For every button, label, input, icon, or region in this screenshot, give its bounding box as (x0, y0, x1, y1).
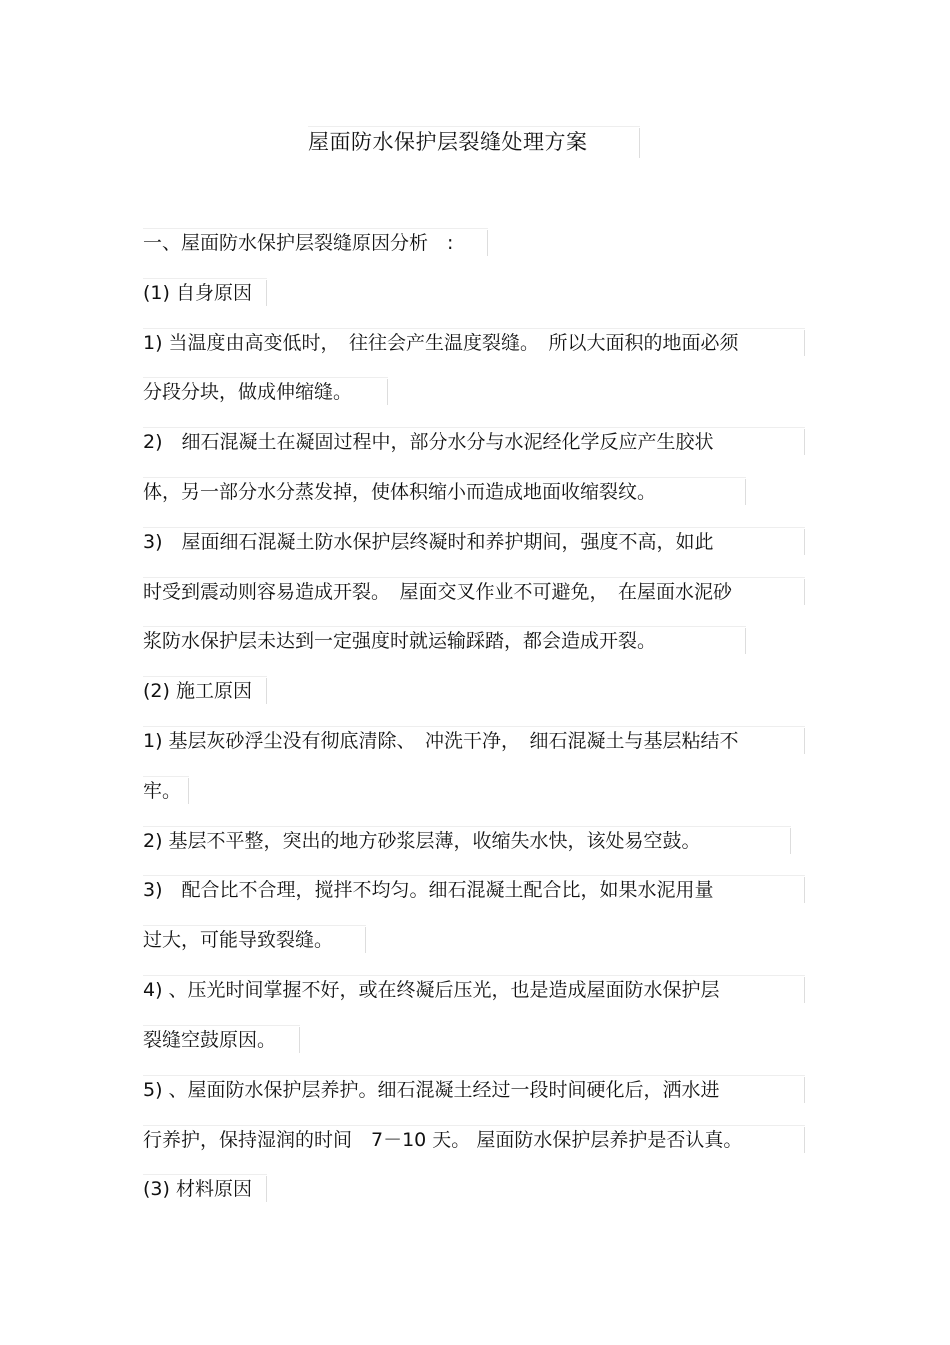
paragraph-line: 5) 、屋面防水保护层养护。细石混凝土经过一段时间硬化后，洒水进 (143, 1075, 805, 1105)
paragraph-line: 2) 基层不平整，突出的地方砂浆层薄，收缩失水快，该处易空鼓。 (143, 826, 791, 856)
subsection-heading-materials: (3) 材料原因 (143, 1174, 267, 1204)
paragraph-line: 体，另一部分水分蒸发掉，使体积缩小而造成地面收缩裂纹。 (143, 477, 746, 507)
paragraph-line: 行养护，保持湿润的时间 7－10 天。 屋面防水保护层养护是否认真。 (143, 1125, 805, 1155)
section-heading-cause-analysis: 一、屋面防水保护层裂缝原因分析 : (143, 228, 488, 258)
paragraph-line: 浆防水保护层未达到一定强度时就运输踩踏，都会造成开裂。 (143, 626, 746, 656)
paragraph-line: 裂缝空鼓原因。 (143, 1025, 300, 1055)
paragraph-line: 时受到震动则容易造成开裂。 屋面交叉作业不可避免， 在屋面水泥砂 (143, 577, 805, 607)
document-title: 屋面防水保护层裂缝处理方案 (308, 126, 640, 160)
paragraph-line: 3) 配合比不合理，搅拌不均匀。细石混凝土配合比，如果水泥用量 (143, 875, 805, 905)
paragraph-line: 牢。 (143, 776, 189, 806)
paragraph-line: 3) 屋面细石混凝土防水保护层终凝时和养护期间，强度不高，如此 (143, 527, 805, 557)
paragraph-line: 1) 基层灰砂浮尘没有彻底清除、 冲洗干净， 细石混凝土与基层粘结不 (143, 726, 805, 756)
paragraph-line: 4) 、压光时间掌握不好，或在终凝后压光，也是造成屋面防水保护层 (143, 975, 805, 1005)
subsection-heading-construction: (2) 施工原因 (143, 676, 267, 706)
subsection-heading-self: (1) 自身原因 (143, 278, 267, 308)
paragraph-line: 1) 当温度由高变低时， 往往会产生温度裂缝。 所以大面积的地面必须 (143, 328, 805, 358)
paragraph-line: 2) 细石混凝土在凝固过程中，部分水分与水泥经化学反应产生胶状 (143, 427, 805, 457)
paragraph-line: 分段分块，做成伸缩缝。 (143, 377, 388, 407)
paragraph-line: 过大，可能导致裂缝。 (143, 925, 366, 955)
